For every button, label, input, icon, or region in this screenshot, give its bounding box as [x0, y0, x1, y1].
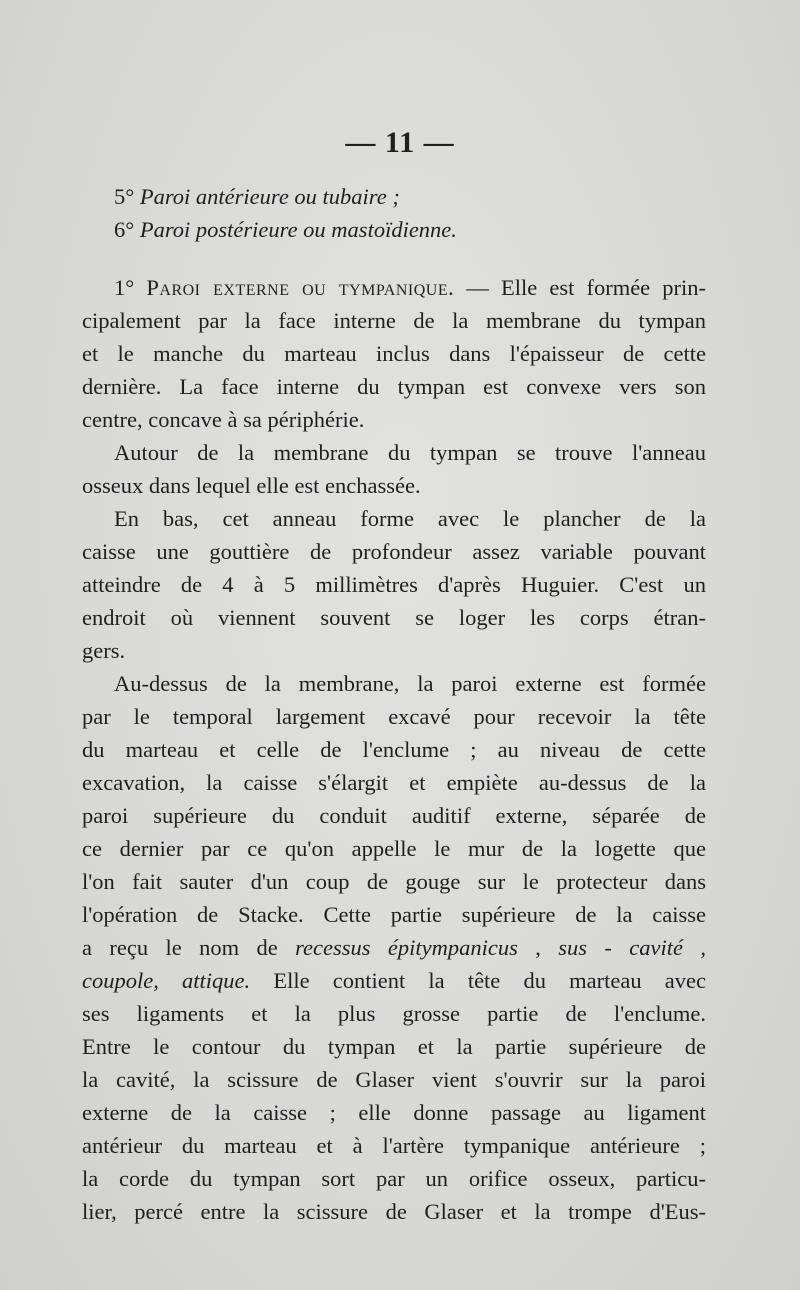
- paragraph-line: osseux dans lequel elle est enchassée.: [82, 473, 421, 498]
- paragraph-line: excavation, la caisse s'élargit et empiète au-dessus de la: [82, 770, 706, 795]
- paragraph-line: ses ligaments et la plus grosse partie de l'enclume.: [82, 1001, 706, 1026]
- paragraph-line: a reçu le nom de recessus épitympanicus , sus - cavité ,: [82, 935, 707, 960]
- paragraph-line: la cavité, la scissure de Glaser vient s'ouvrir sur la paroi: [82, 1067, 706, 1092]
- page-number: — 11 —: [345, 126, 455, 159]
- paragraph-line: et le manche du marteau inclus dans l'épaisseur de cette: [82, 341, 706, 366]
- paragraph-line: atteindre de 4 à 5 millimètres d'après Huguier. C'est un: [82, 572, 706, 597]
- paragraph-line: paroi supérieure du conduit auditif externe, séparée de: [82, 803, 706, 828]
- page-text: [82, 180, 706, 1228]
- list-item: [82, 180, 706, 213]
- paragraph-line: par le temporal largement excavé pour recevoir la tête: [82, 704, 706, 729]
- paragraph-line: Au-dessus de la membrane, la paroi externe est formée: [114, 671, 706, 696]
- paragraph-line: centre, concave à sa périphérie.: [82, 407, 365, 432]
- paragraph-line: Autour de la membrane du tympan se trouve l'anneau: [114, 440, 706, 465]
- paragraph-line: cipalement par la face interne de la membrane du tympan: [82, 308, 706, 333]
- section-heading-number: 1°: [114, 275, 135, 300]
- list-item-number: 6°: [114, 217, 135, 242]
- section-heading: Paroi externe ou tympanique.: [146, 275, 455, 300]
- list-item-text: Paroi antérieure ou tubaire ;: [139, 184, 400, 209]
- list-item-text: Paroi postérieure ou mastoïdienne.: [139, 217, 457, 242]
- paragraph-line: ce dernier par ce qu'on appelle le mur de la logette que: [82, 836, 706, 861]
- paragraph-line: Entre le contour du tympan et la partie supérieure de: [82, 1034, 706, 1059]
- paragraph-line: dernière. La face interne du tympan est convexe vers son: [82, 374, 706, 399]
- spacer: [82, 246, 706, 271]
- paragraph-line: 1° Paroi externe ou tympanique. — Elle est formée prin-: [114, 275, 707, 300]
- list-item-number: 5°: [114, 184, 135, 209]
- paragraph-line: caisse une gouttière de profondeur assez variable pouvant: [82, 539, 706, 564]
- paragraph-line: du marteau et celle de l'enclume ; au niveau de cette: [82, 737, 706, 762]
- paragraph-line: antérieur du marteau et à l'artère tympanique antérieure ;: [82, 1133, 706, 1158]
- paragraph-line: lier, percé entre la scissure de Glaser et la trompe d'Eus-: [82, 1199, 706, 1224]
- list-item: [82, 213, 706, 246]
- paragraph-line: externe de la caisse ; elle donne passage au ligament: [82, 1100, 706, 1125]
- paragraph-line: coupole, attique. Elle contient la tête du marteau avec: [82, 968, 707, 993]
- paragraph-line: gers.: [82, 638, 126, 663]
- paragraph-line: l'opération de Stacke. Cette partie supérieure de la caisse: [82, 902, 706, 927]
- paragraph-line: endroit où viennent souvent se loger les corps étran-: [82, 605, 706, 630]
- paragraph-line: la corde du tympan sort par un orifice osseux, particu-: [82, 1166, 706, 1191]
- paragraph-line: l'on fait sauter d'un coup de gouge sur le protecteur dans: [82, 869, 706, 894]
- paragraph-line: En bas, cet anneau forme avec le plancher de la: [114, 506, 706, 531]
